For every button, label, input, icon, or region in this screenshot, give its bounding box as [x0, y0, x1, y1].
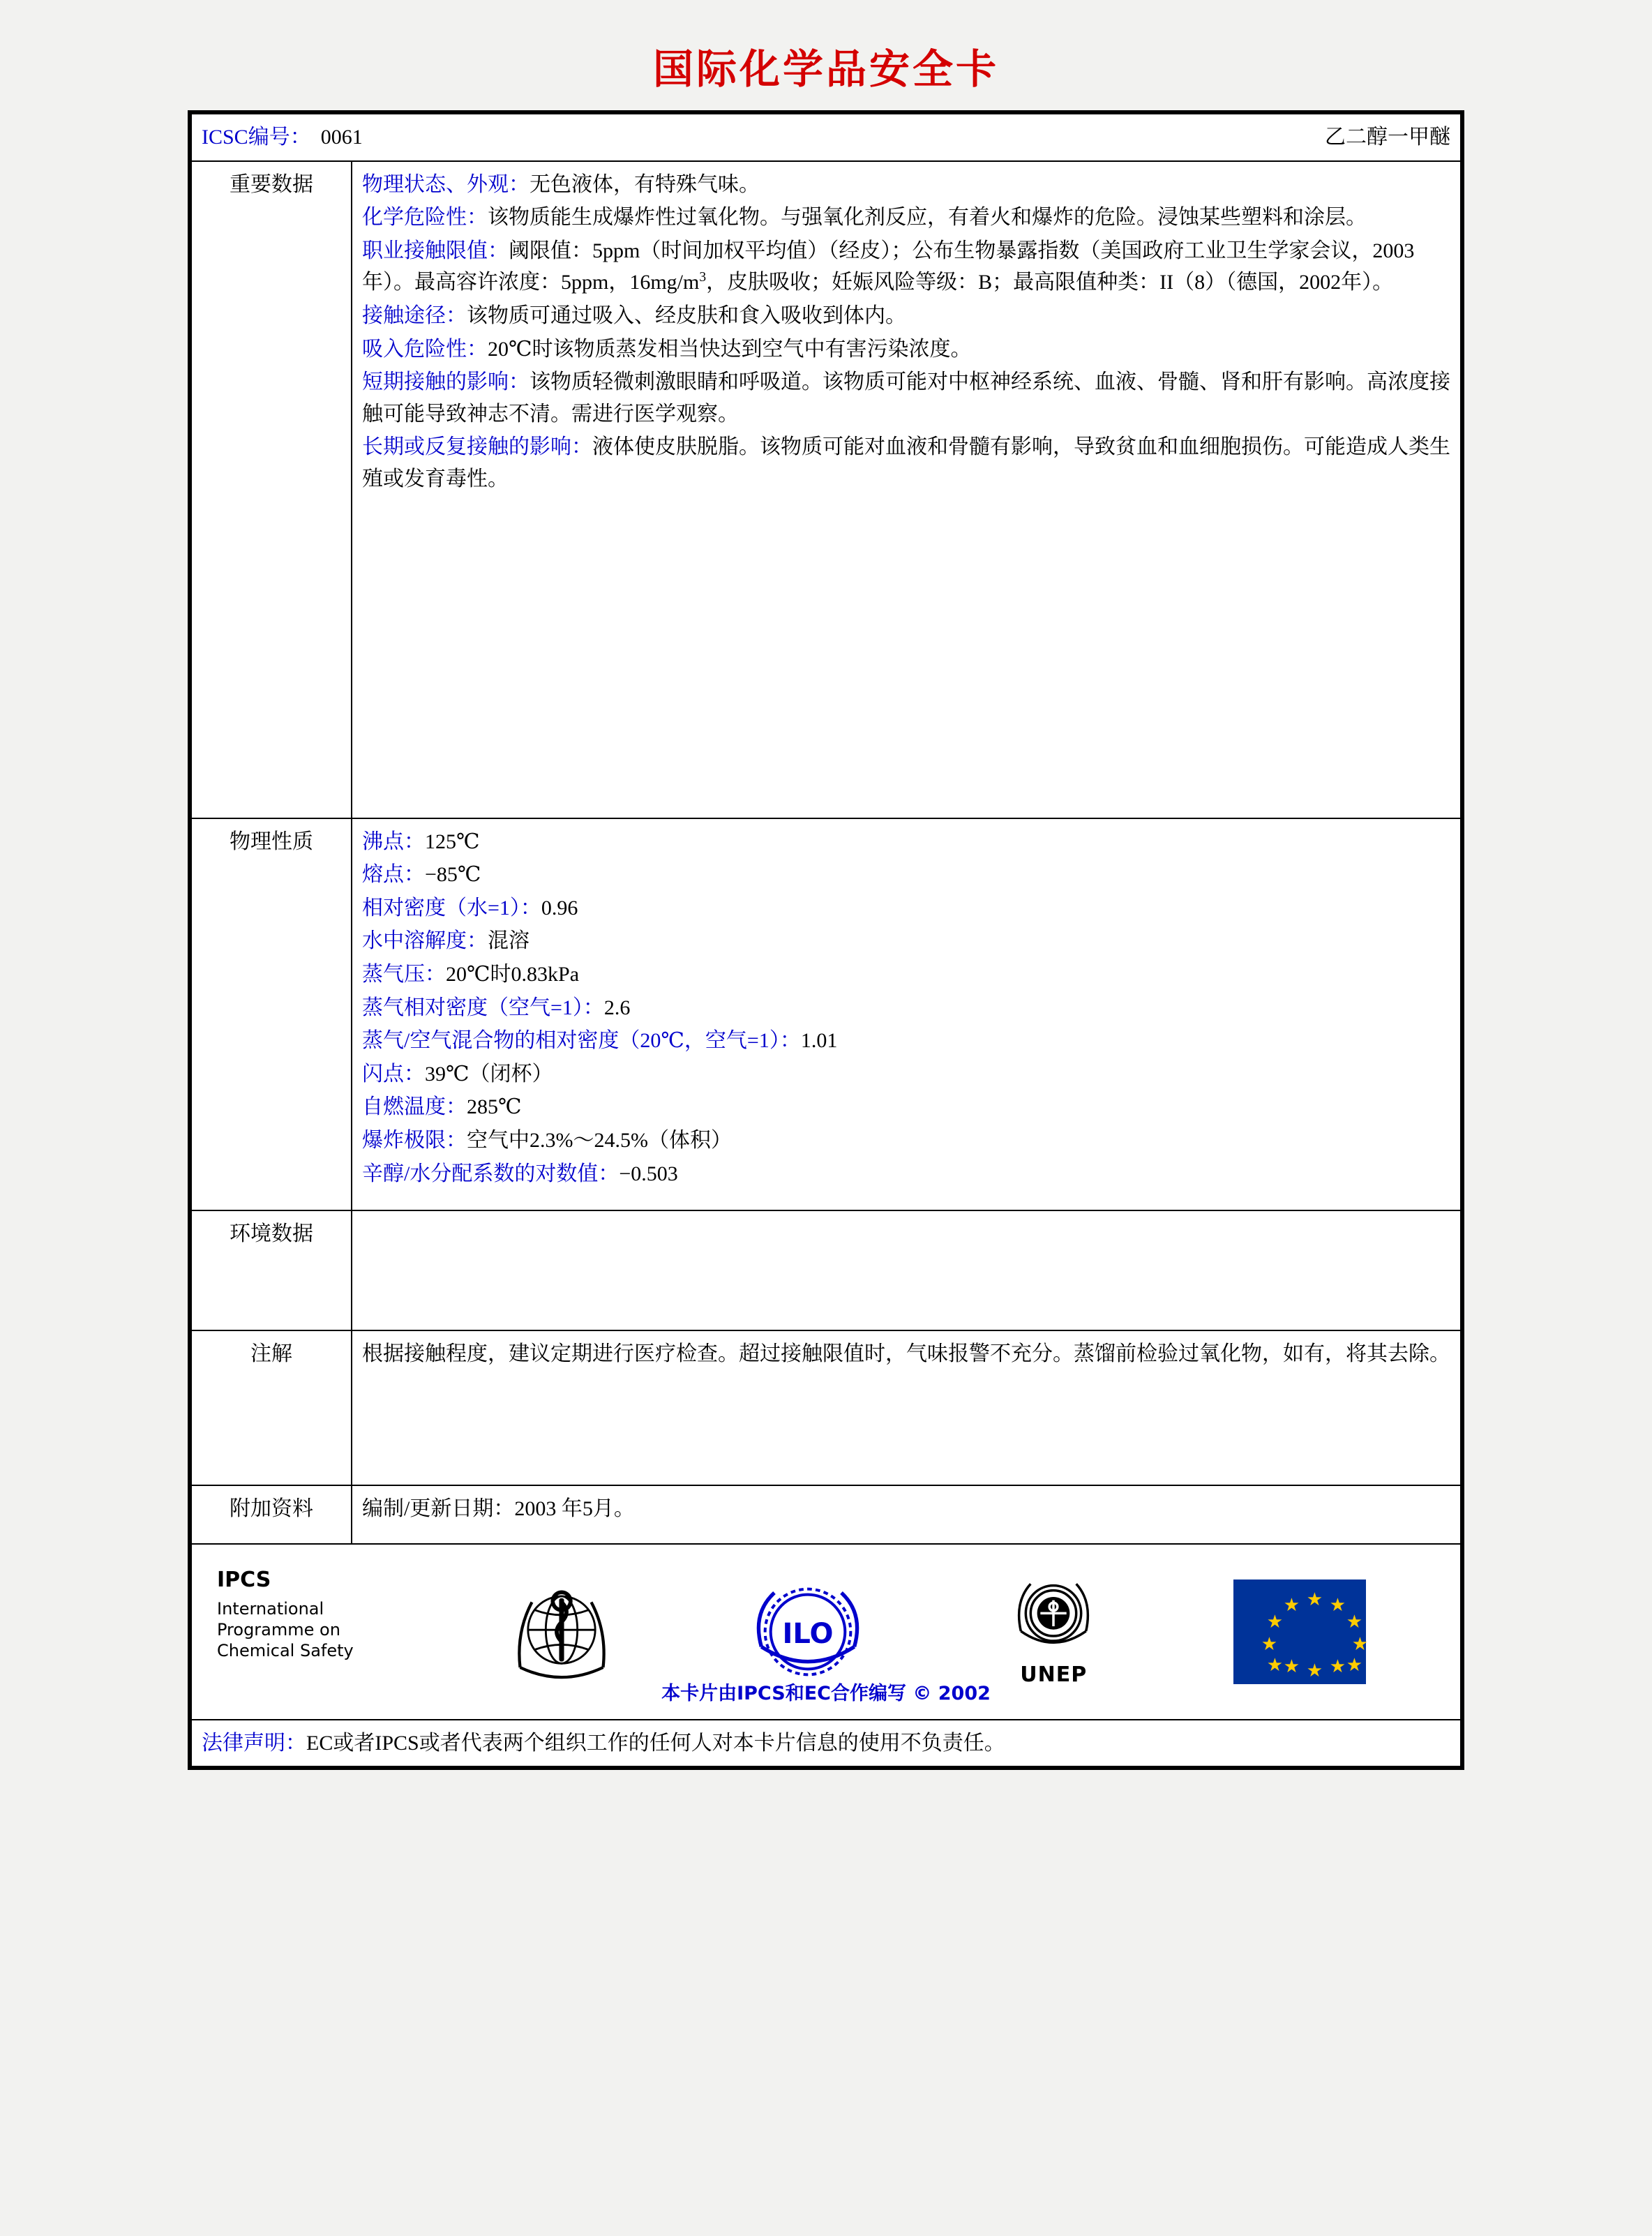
unep-logo — [987, 1573, 1120, 1691]
footer-logos-area — [202, 1552, 1450, 1712]
section-row-important-data — [191, 161, 1461, 818]
footer-cell — [191, 1544, 1461, 1720]
footer-row — [191, 1544, 1461, 1720]
unep-wordmark: UNEP — [1020, 1663, 1088, 1687]
entry-long-term-effects: 长期或反复接触的影响：液体使皮肤脱脂。该物质可能对血液和骨髓有影响，导致贫血和血细胞损伤。可能造成人类生殖或发育毒性。 — [362, 435, 1450, 490]
card-header-row — [191, 114, 1461, 161]
page-title: 国际化学品安全卡 — [652, 45, 999, 93]
prop-vapour-relative-density: 蒸气相对密度（空气=1）：2.6 — [362, 996, 631, 1019]
additional-info-text: 编制/更新日期：2003 年5月。 — [362, 1496, 635, 1520]
section-label-physical-properties: 物理性质 — [191, 818, 352, 1210]
ipcs-subtitle: International Programme on Chemical Safety — [217, 1599, 354, 1661]
icsc-table — [190, 113, 1462, 1767]
entry-physical-state: 物理状态、外观：无色液体，有特殊气味。 — [362, 172, 760, 196]
card-header-cell — [191, 114, 1461, 161]
icsc-number-label: ICSC编号： — [202, 126, 311, 149]
prop-boiling-point: 沸点：125℃ — [362, 830, 480, 853]
section-label-notes: 注解 — [191, 1330, 352, 1485]
legal-row — [191, 1720, 1461, 1767]
entry-short-term-effects: 短期接触的影响：该物质轻微刺激眼睛和呼吸道。该物质可能对中枢神经系统、血液、骨髓、肾和肝有影响。高浓度接触可能导致神志不清。需进行医学观察。 — [362, 370, 1450, 426]
entry-chemical-hazard: 化学危险性：该物质能生成爆炸性过氧化物。与强氧化剂反应，有着火和爆炸的危险。浸蚀某些塑料和涂层。 — [362, 206, 1367, 230]
legal-label: 法律声明： — [202, 1731, 306, 1755]
icsc-card — [188, 110, 1464, 1770]
ipcs-block — [202, 1552, 411, 1662]
section-row-environmental-data — [191, 1210, 1461, 1330]
icsc-number-value: 0061 — [320, 126, 363, 149]
notes-text: 根据接触程度，建议定期进行医疗检查。超过接触限值时，气味报警不充分。蒸馏前检验过氧化物，如有，将其去除。 — [362, 1342, 1450, 1365]
footer-credit: 本卡片由IPCS和EC合作编写 © 2002 — [661, 1682, 991, 1704]
section-content-physical-properties — [352, 818, 1461, 1210]
ilo-logo — [742, 1573, 874, 1691]
ilo-wordmark: ILO — [782, 1617, 834, 1650]
section-label-environmental-data: 环境数据 — [191, 1210, 352, 1330]
entry-inhalation-risk: 吸入危险性：20℃时该物质蒸发相当快达到空气中有害污染浓度。 — [362, 337, 972, 361]
entry-occupational-limits: 职业接触限值：阈限值：5ppm（时间加权平均值）（经皮）；公布生物暴露指数（美国政府工业卫生学家会议，2003年）。最高容许浓度：5ppm，$16mg/m^3$，皮肤吸收；妊娠风险等级：B；最高限值种类：II（8）（德国，2002年）。 — [362, 239, 1415, 294]
section-row-additional-info — [191, 1485, 1461, 1544]
prop-water-solubility: 水中溶解度：混溶 — [362, 929, 530, 953]
prop-vapour-pressure: 蒸气压：20℃时0.83kPa — [362, 962, 580, 986]
section-content-important-data — [352, 161, 1461, 818]
legal-cell — [191, 1720, 1461, 1767]
prop-log-pow: 辛醇/水分配系数的对数值：−0.503 — [362, 1162, 678, 1185]
logo-strip — [411, 1573, 1450, 1691]
entry-routes-of-exposure: 接触途径：该物质可通过吸入、经皮肤和食入吸收到体内。 — [362, 303, 906, 327]
who-logo — [495, 1573, 628, 1691]
section-content-additional-info — [352, 1485, 1461, 1544]
section-label-additional-info: 附加资料 — [191, 1485, 352, 1544]
prop-auto-ignition-temp: 自燃温度：285℃ — [362, 1095, 522, 1119]
section-content-environmental-data — [352, 1210, 1461, 1330]
prop-flash-point: 闪点：39℃（闭杯） — [362, 1062, 553, 1086]
section-content-notes — [352, 1330, 1461, 1485]
prop-melting-point: 熔点：−85℃ — [362, 863, 481, 887]
eu-flag-graphic: ★ ★ ★ ★ ★ ★ ★ ★ ★ ★ ★ ★ — [1233, 1580, 1366, 1684]
section-row-physical-properties — [191, 818, 1461, 1210]
section-row-notes — [191, 1330, 1461, 1485]
section-label-important-data: 重要数据 — [191, 161, 352, 818]
prop-vapour-air-mixture-density: 蒸气/空气混合物的相对密度（20℃，空气=1）：1.01 — [362, 1029, 838, 1053]
ipcs-title: IPCS — [217, 1567, 271, 1592]
chemical-name: 乙二醇一甲醚 — [1325, 126, 1450, 149]
prop-explosive-limits: 爆炸极限：空气中2.3%～24.5%（体积） — [362, 1128, 732, 1152]
eu-flag — [1233, 1573, 1369, 1691]
legal-text: EC或者IPCS或者代表两个组织工作的任何人对本卡片信息的使用不负责任。 — [306, 1731, 1005, 1755]
prop-relative-density: 相对密度（水=1）：0.96 — [362, 896, 578, 920]
